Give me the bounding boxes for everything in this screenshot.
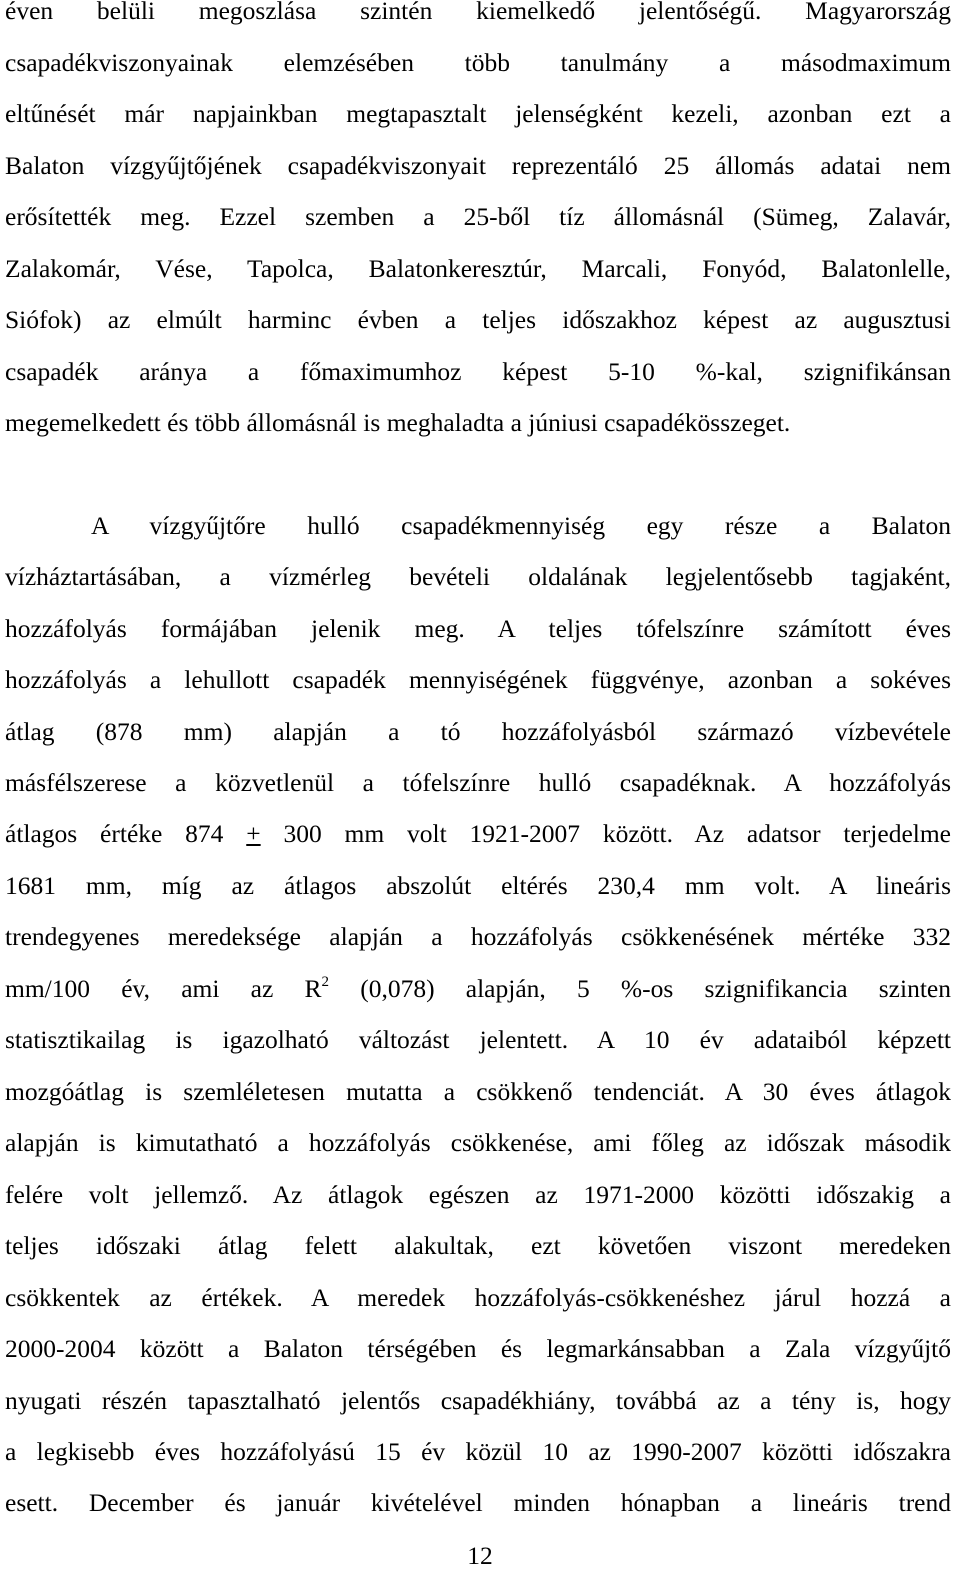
text-line	[5, 974, 951, 1004]
text-line: másfélszerese a közvetlenül a tófelszínre hulló csapadéknak. A hozzáfolyás	[5, 768, 951, 797]
text-line: csapadékviszonyainak elemzésében több tanulmány a másodmaximum	[5, 48, 951, 77]
text-line: Zalakomár, Vése, Tapolca, Balatonkeresztúr, Marcali, Fonyód, Balatonlelle,	[5, 254, 951, 283]
text-line: hozzáfolyás a lehullott csapadék mennyiségének függvénye, azonban a sokéves	[5, 665, 951, 694]
text-line: hozzáfolyás formájában jelenik meg. A teljes tófelszínre számított éves	[5, 614, 951, 643]
text-line: csapadék aránya a főmaximumhoz képest 5-10 %-kal, szignifikánsan	[5, 357, 951, 386]
text-line: csökkentek az értékek. A meredek hozzáfolyás-csökkenéshez járul hozzá a	[5, 1283, 951, 1312]
text-line: a legkisebb éves hozzáfolyású 15 év közül 10 az 1990-2007 közötti időszakra	[5, 1437, 951, 1466]
plus-minus-sign: +	[246, 819, 261, 848]
text-line: nyugati részén tapasztalható jelentős csapadékhiány, továbbá az a tény is, hogy	[5, 1386, 951, 1415]
text-line: alapján is kimutatható a hozzáfolyás csökkenése, ami főleg az időszak második	[5, 1128, 951, 1157]
text-line: trendegyenes meredeksége alapján a hozzáfolyás csökkenésének mértéke 332	[5, 922, 951, 951]
text-fragment: mm/100 év, ami az R	[5, 974, 322, 1003]
text-line: 1681 mm, míg az átlagos abszolút eltérés 230,4 mm volt. A lineáris	[5, 871, 951, 900]
text-line: éven belüli megoszlása szintén kiemelkedő jelentőségű. Magyarország	[5, 0, 951, 25]
text-line: mozgóátlag is szemléletesen mutatta a csökkenő tendenciát. A 30 éves átlagok	[5, 1077, 951, 1106]
text-line: teljes időszaki átlag felett alakultak, ezt követően viszont meredeken	[5, 1231, 951, 1260]
text-line: esett. December és január kivételével minden hónapban a lineáris trend	[5, 1488, 951, 1517]
text-line: statisztikailag is igazolható változást jelentett. A 10 év adataiból képzett	[5, 1025, 951, 1054]
text-line: 2000-2004 között a Balaton térségében és legmarkánsabban a Zala vízgyűjtő	[5, 1334, 951, 1363]
text-line: Balaton vízgyűjtőjének csapadékviszonyait reprezentáló 25 állomás adatai nem	[5, 151, 951, 180]
superscript: 2	[321, 973, 329, 990]
page-number: 12	[467, 1541, 493, 1570]
text-line: Siófok) az elmúlt harminc évben a teljes időszakhoz képest az augusztusi	[5, 305, 951, 334]
text-line: erősítették meg. Ezzel szemben a 25-ből tíz állomásnál (Sümeg, Zalavár,	[5, 202, 951, 231]
text-line: eltűnését már napjainkban megtapasztalt jelenségként kezeli, azonban ezt a	[5, 99, 951, 128]
text-fragment: (0,078) alapján, 5 %-os szignifikancia szinten	[329, 974, 951, 1003]
text-line: átlag (878 mm) alapján a tó hozzáfolyásból származó vízbevétele	[5, 717, 951, 746]
text-line: felére volt jellemző. Az átlagok egészen az 1971-2000 közötti időszakig a	[5, 1180, 951, 1209]
text-fragment: átlagos értéke 874	[5, 819, 247, 848]
text-line: megemelkedett és több állomásnál is meghaladta a júniusi csapadékösszeget.	[5, 408, 791, 437]
text-line: A vízgyűjtőre hulló csapadékmennyiség egy része a Balaton	[91, 511, 951, 540]
text-fragment: 300 mm volt 1921-2007 között. Az adatsor terjedelme	[260, 819, 952, 848]
text-line: vízháztartásában, a vízmérleg bevételi oldalának legjelentősebb tagjaként,	[5, 562, 951, 591]
text-line	[5, 819, 951, 849]
